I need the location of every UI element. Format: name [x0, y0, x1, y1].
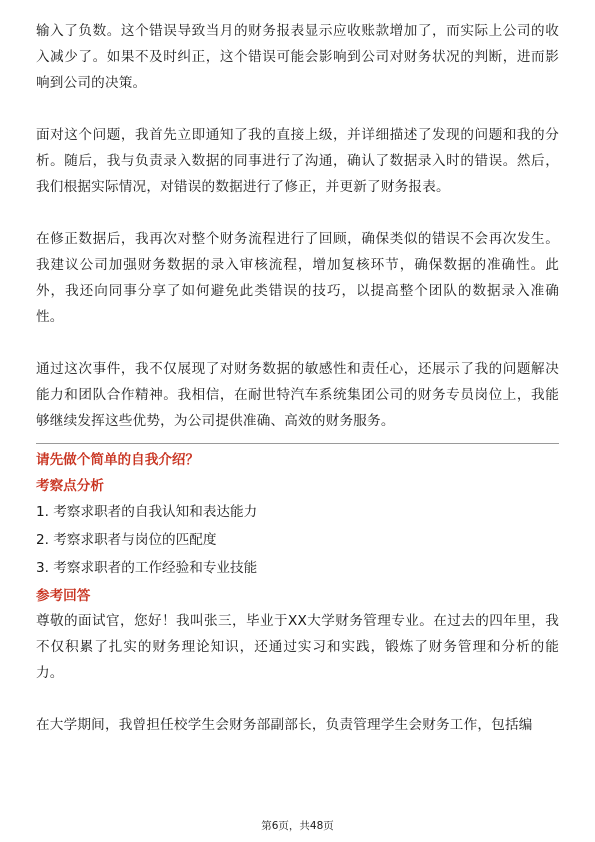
body-paragraph-4: 通过这次事件，我不仅展现了对财务数据的敏感性和责任心，还展示了我的问题解决能力和团队合作精神。我相信，在耐世特汽车系统集团公司的财务专员岗位上，我能够继续发挥这些优势，为公司提供准确、高效的财务服务。: [36, 361, 559, 429]
analysis-heading: 考察点分析: [36, 478, 104, 494]
list-item: 1. 考察求职者的自我认知和表达能力: [36, 504, 258, 520]
body-paragraph-2: 面对这个问题，我首先立即通知了我的直接上级，并详细描述了发现的问题和我的分析。随后，我与负责录入数据的同事进行了沟通，确认了数据录入时的错误。然后，我们根据实际情况，对错误的数据进行了修正，并更新了财务报表。: [36, 127, 559, 195]
document-page: [36, 18, 559, 738]
answer-paragraph-2: 在大学期间，我曾担任校学生会财务部副部长，负责管理学生会财务工作，包括编: [36, 717, 533, 733]
page-number: 第6页，共48页: [261, 820, 334, 832]
body-paragraph-1: 输入了负数。这个错误导致当月的财务报表显示应收账款增加了，而实际上公司的收入减少了。如果不及时纠正，这个错误可能会影响到公司对财务状况的判断，进而影响到公司的决策。: [36, 23, 559, 91]
question-title: 请先做个简单的自我介绍？: [36, 452, 200, 468]
list-item: 2. 考察求职者与岗位的匹配度: [36, 532, 217, 548]
list-item: 3. 考察求职者的工作经验和专业技能: [36, 560, 258, 576]
section-divider: [36, 443, 559, 444]
body-paragraph-3: 在修正数据后，我再次对整个财务流程进行了回顾，确保类似的错误不会再次发生。我建议公司加强财务数据的录入审核流程，增加复核环节，确保数据的准确性。此外，我还向同事分享了如何避免此类错误的技巧，以提高整个团队的数据录入准确性。: [36, 231, 559, 325]
answer-heading: 参考回答: [36, 588, 91, 604]
analysis-list: [36, 498, 559, 582]
answer-paragraph-1: 尊敬的面试官，您好！我叫张三，毕业于XX大学财务管理专业。在过去的四年里，我不仅积累了扎实的财务理论知识，还通过实习和实践，锻炼了财务管理和分析的能力。: [36, 613, 559, 681]
